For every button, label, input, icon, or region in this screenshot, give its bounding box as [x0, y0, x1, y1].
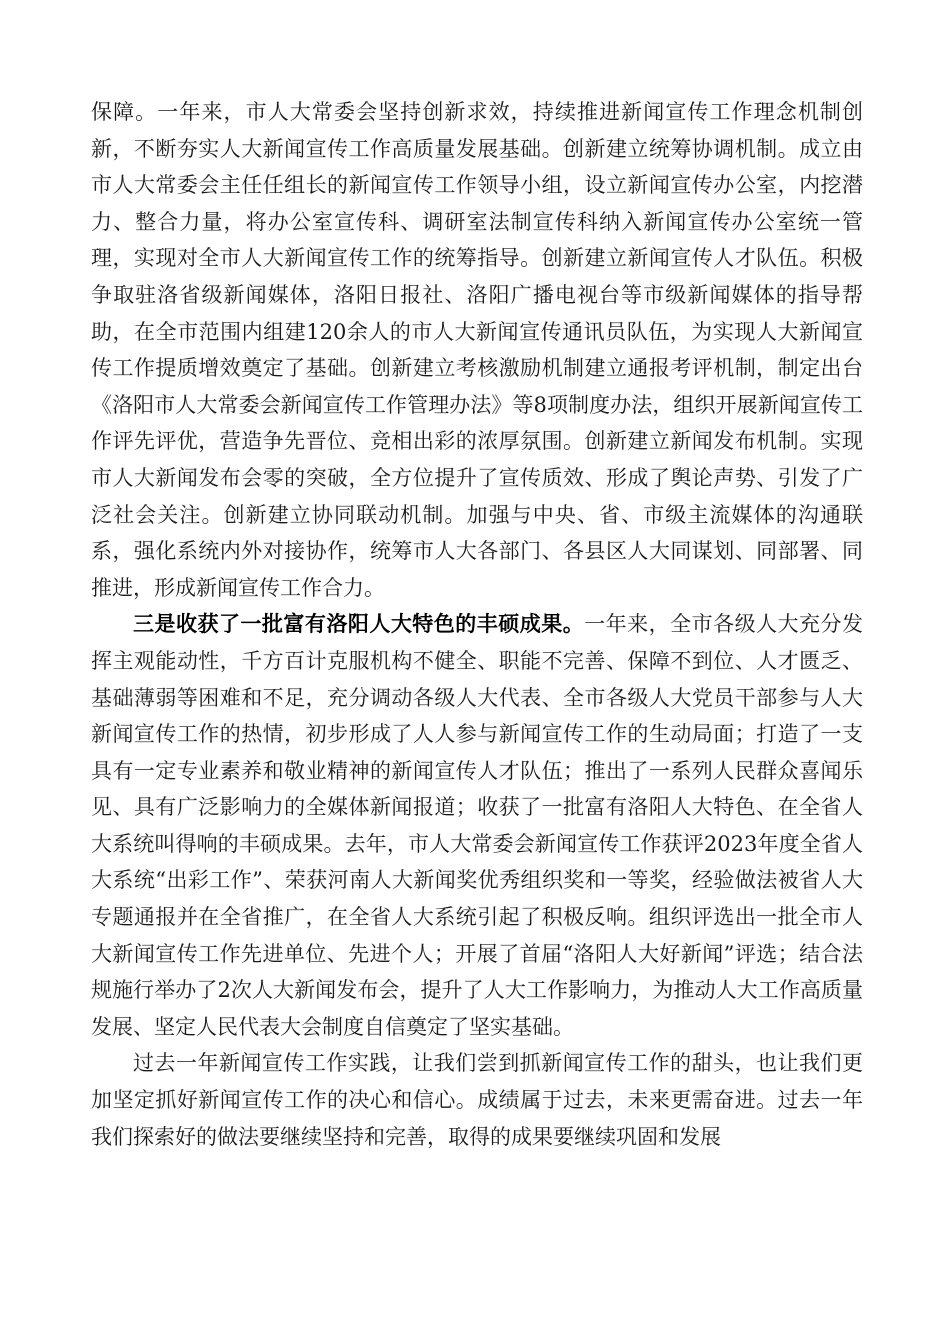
paragraph-text: 一年来，全市各级人大充分发挥主观能动性，千方百计克服机构不健全、职能不完善、保障不到位、人才匮乏、基础薄弱等困难和不足，充分调动各级人大代表、全市各级人大党员干部参与人大新闻宣传工作的热情，初步形成了人人参与新闻宣传工作的生动局面；打造了一支具有一定专业素养和敬业精神的新闻宣传人才队伍；推出了一系列人民群众喜闻乐见、具有广泛影响力的全媒体新闻报道；收获了一批富有洛阳人大特色、在全省人大系统叫得响的丰硕成果。去年，市人大常委会新闻宣传工作获评2023年度全省人大系统“出彩工作”、荣获河南人大新闻奖优秀组织奖和一等奖，经验做法被省人大专题通报并在全省推广，在全省人大系统引起了积极反响。组织评选出一批全市人大新闻宣传工作先进单位、先进个人；开展了首届“洛阳人大好新闻”评选；结合法规施行举办了2次人大新闻发布会，提升了人大工作影响力，为推动人大工作高质量发展、坚定人民代表大会制度自信奠定了坚实基础。 [91, 612, 864, 1039]
body-text [91, 94, 863, 1155]
paragraph-lead-heading: 三是收获了一批富有洛阳人大特色的丰硕成果。 [133, 611, 585, 637]
paragraph-mechanism-innovation [91, 94, 863, 606]
paragraph-text: 过去一年新闻宣传工作实践，让我们尝到抓新闻宣传工作的甜头，也让我们更加坚定抓好新闻宣传工作的决心和信心。成绩属于过去，未来更需奋进。过去一年我们探索好的做法要继续坚持和完善，取得的成果要继续巩固和发展 [91, 1051, 863, 1149]
paragraph-outlook [91, 1045, 863, 1155]
paragraph-text: 保障。一年来，市人大常委会坚持创新求效，持续推进新闻宣传工作理念机制创新，不断夯实人大新闻宣传工作高质量发展基础。创新建立统筹协调机制。成立由市人大常委会主任任组长的新闻宣传工作领导小组，设立新闻宣传办公室，内挖潜力、整合力量，将办公室宣传科、调研室法制宣传科纳入新闻宣传办公室统一管理，实现对全市人大新闻宣传工作的统筹指导。创新建立新闻宣传人才队伍。积极争取驻洛省级新闻媒体，洛阳日报社、洛阳广播电视台等市级新闻媒体的指导帮助，在全市范围内组建120余人的市人大新闻宣传通讯员队伍，为实现人大新闻宣传工作提质增效奠定了基础。创新建立考核激励机制建立通报考评机制，制定出台《洛阳市人大常委会新闻宣传工作管理办法》等8项制度办法，组织开展新闻宣传工作评先评优，营造争先晋位、竞相出彩的浓厚氛围。创新建立新闻发布机制。实现市人大新闻发布会零的突破，全方位提升了宣传质效、形成了舆论声势、引发了广泛社会关注。创新建立协同联动机制。加强与中央、省、市级主流媒体的沟通联系，强化系统内外对接协作，统筹市人大各部门、各县区人大同谋划、同部署、同推进，形成新闻宣传工作合力。 [91, 100, 863, 600]
paragraph-achievements [91, 606, 863, 1045]
